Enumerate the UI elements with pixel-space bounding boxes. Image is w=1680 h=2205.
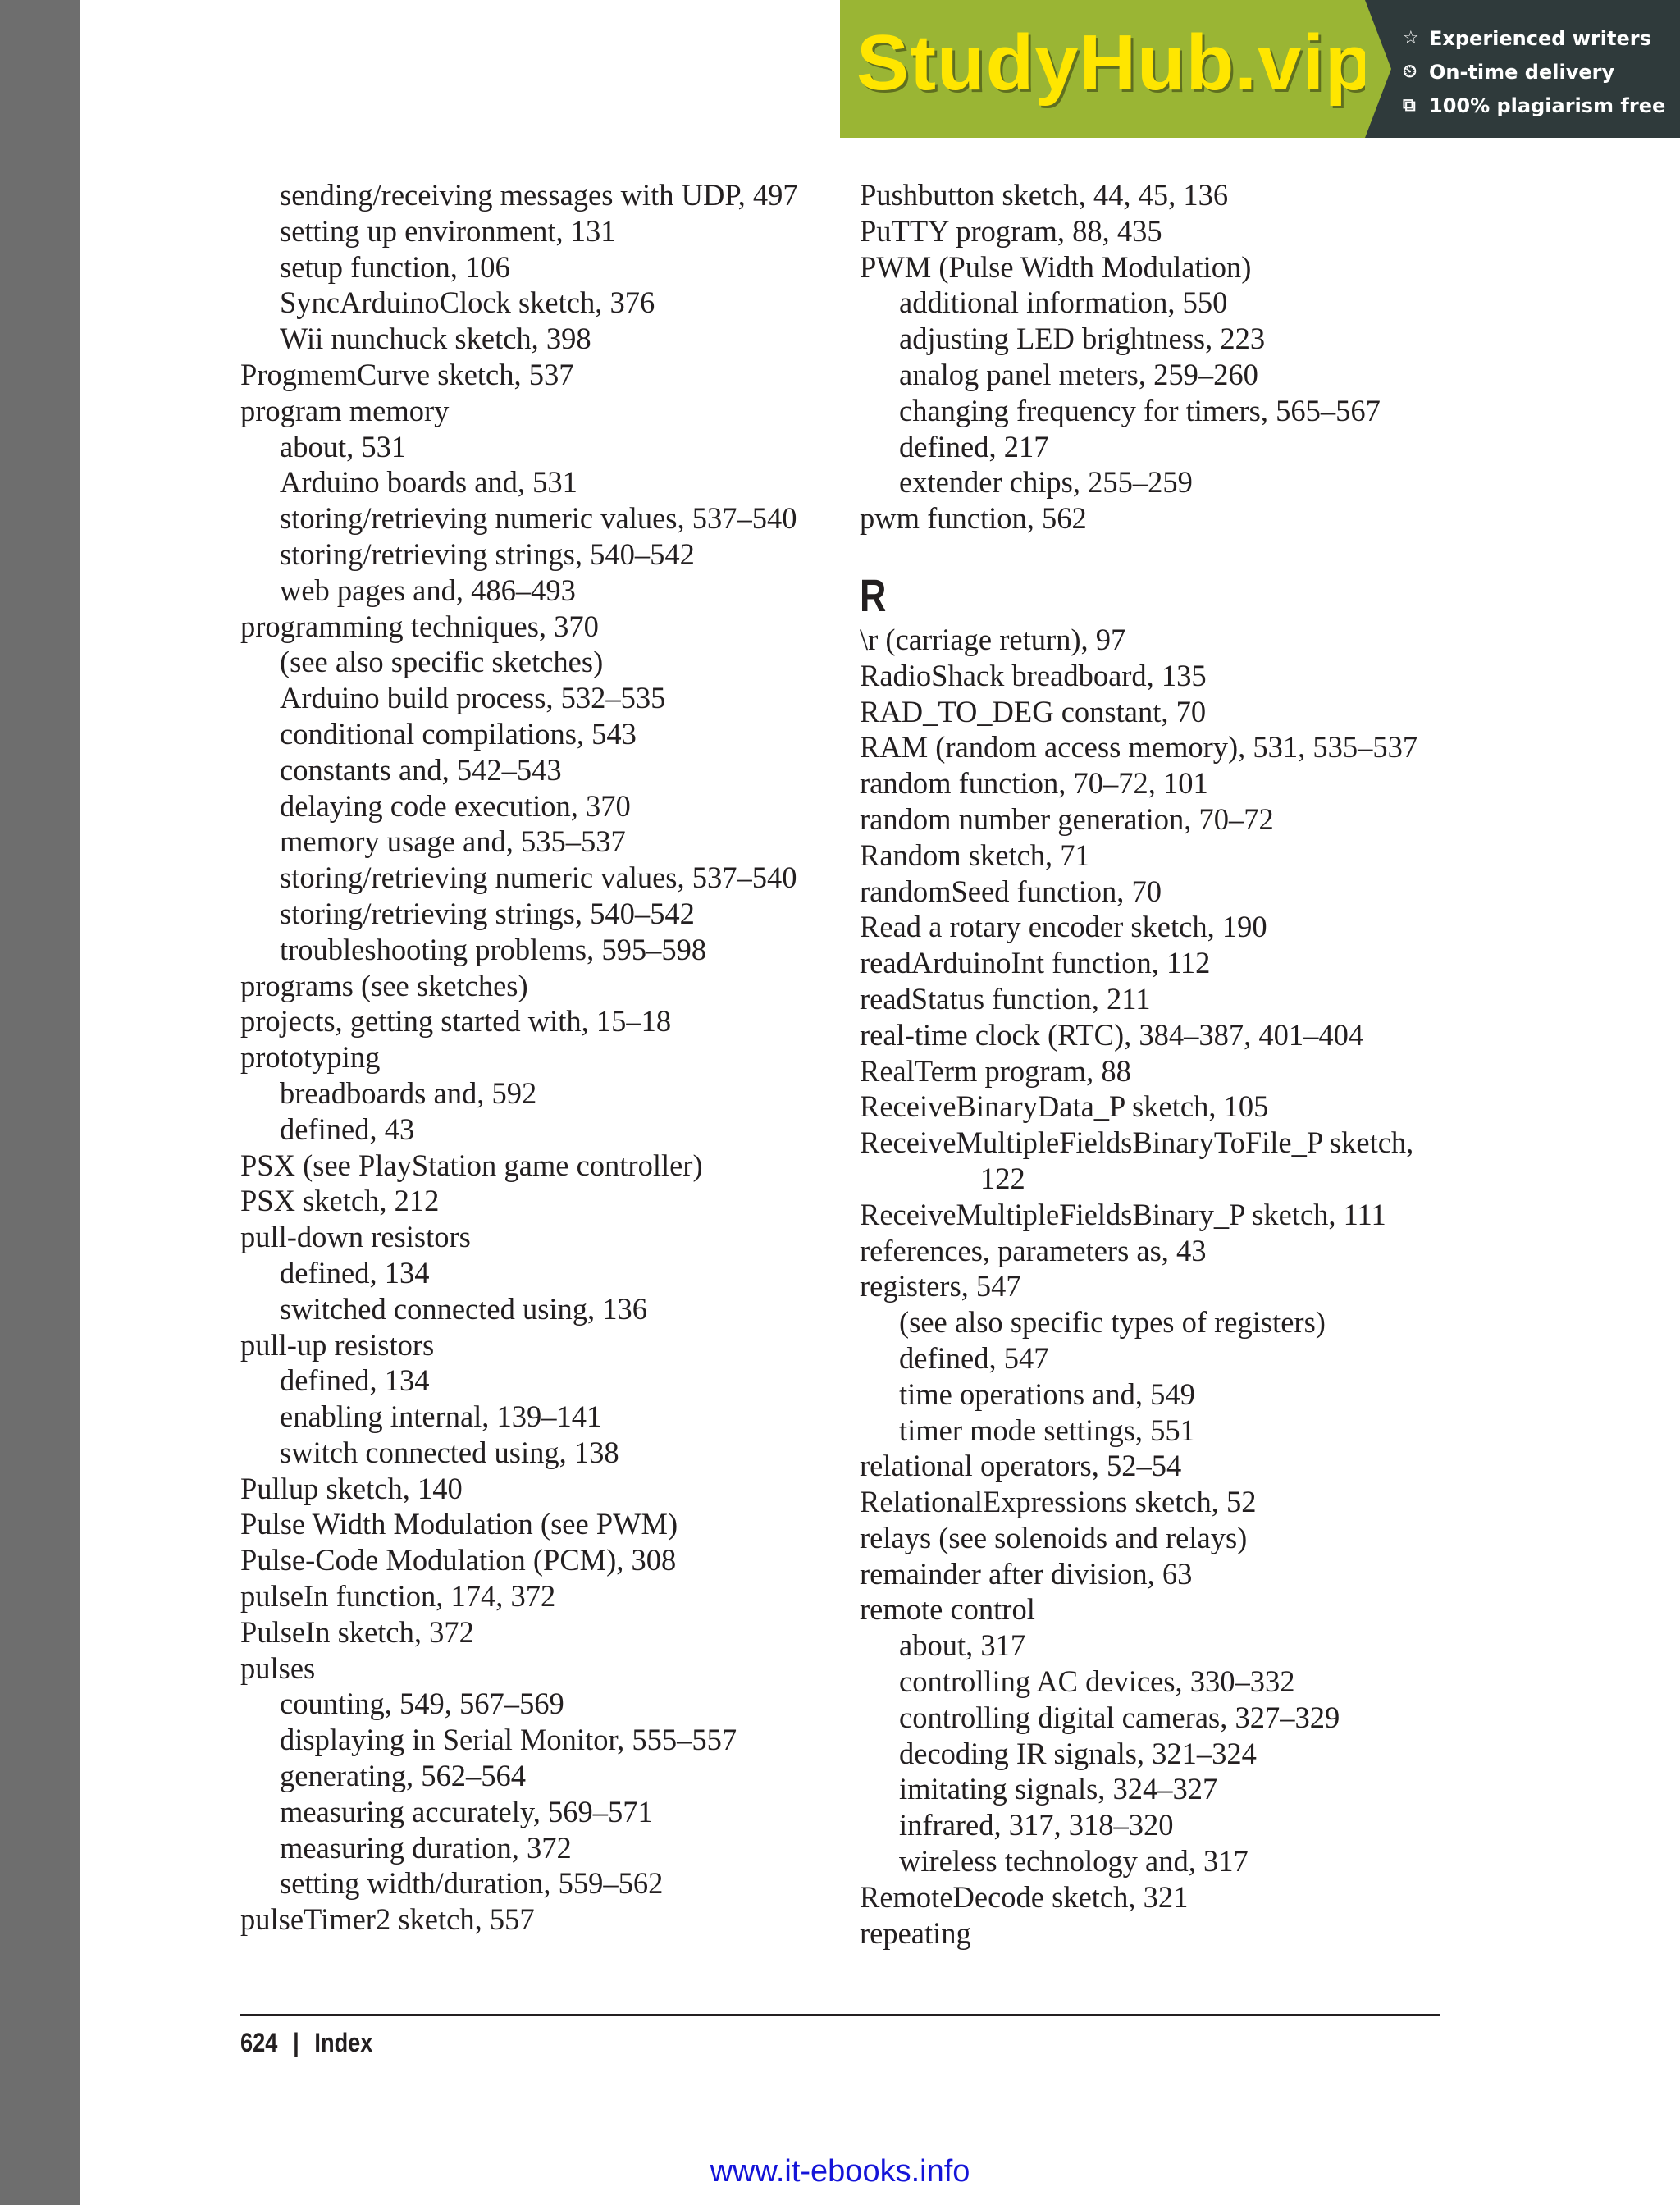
index-entry: RelationalExpressions sketch, 52 bbox=[860, 1485, 1257, 1519]
feature-label: Experienced writers bbox=[1429, 26, 1651, 50]
index-entry: PuTTY program, 88, 435 bbox=[860, 213, 1162, 248]
feature-label: On-time delivery bbox=[1429, 60, 1615, 84]
index-entry: Pullup sketch, 140 bbox=[240, 1471, 463, 1505]
index-entry: pwm function, 562 bbox=[860, 501, 1087, 536]
index-subentry: extender chips, 255–259 bbox=[899, 465, 1193, 500]
index-subentry: adjusting LED brightness, 223 bbox=[899, 322, 1266, 356]
feature-label: 100% plagiarism free bbox=[1429, 94, 1666, 117]
index-entry: RAM (random access memory), 531, 535–537 bbox=[860, 730, 1418, 765]
index-subentry: controlling digital cameras, 327–329 bbox=[899, 1700, 1340, 1734]
index-subentry: enabling internal, 139–141 bbox=[280, 1399, 602, 1434]
index-subentry: switch connected using, 138 bbox=[280, 1435, 619, 1469]
index-entry: pulses bbox=[240, 1650, 316, 1685]
index-entry: PSX (see PlayStation game controller) bbox=[240, 1148, 703, 1182]
index-subentry: storing/retrieving strings, 540–542 bbox=[280, 896, 695, 930]
index-subentry: measuring accurately, 569–571 bbox=[280, 1794, 653, 1828]
index-subentry: decoding IR signals, 321–324 bbox=[899, 1736, 1257, 1770]
studyhub-banner[interactable] bbox=[840, 0, 1680, 138]
index-subentry: storing/retrieving numeric values, 537–540 bbox=[280, 501, 797, 536]
index-entry: references, parameters as, 43 bbox=[860, 1233, 1207, 1267]
feature-item bbox=[1403, 55, 1665, 89]
index-subentry: breadboards and, 592 bbox=[280, 1075, 537, 1110]
index-subentry: delaying code execution, 370 bbox=[280, 788, 631, 823]
index-subentry: conditional compilations, 543 bbox=[280, 716, 637, 751]
index-entry: random number generation, 70–72 bbox=[860, 801, 1274, 836]
source-link[interactable]: www.it-ebooks.info bbox=[710, 2154, 970, 2189]
index-entry: relational operators, 52–54 bbox=[860, 1449, 1182, 1483]
index-entry: \r (carriage return), 97 bbox=[860, 622, 1126, 656]
index-subentry: switched connected using, 136 bbox=[280, 1291, 648, 1326]
index-subentry: memory usage and, 535–537 bbox=[280, 824, 626, 859]
index-subentry: setup function, 106 bbox=[280, 249, 510, 284]
index-subentry: analog panel meters, 259–260 bbox=[899, 357, 1258, 391]
index-subentry: setting width/duration, 559–562 bbox=[280, 1866, 664, 1901]
feature-list bbox=[1403, 21, 1665, 122]
left-margin-bar bbox=[0, 0, 80, 2205]
brand-arrow-shape bbox=[1365, 0, 1391, 138]
index-entry: PulseIn sketch, 372 bbox=[240, 1614, 474, 1649]
index-entry: randomSeed function, 70 bbox=[860, 874, 1162, 908]
index-subentry: (see also specific sketches) bbox=[280, 645, 604, 679]
index-subentry: setting up environment, 131 bbox=[280, 213, 616, 248]
copy-icon: ⧉ bbox=[1403, 95, 1416, 116]
index-subentry: defined, 43 bbox=[280, 1112, 415, 1146]
index-subentry: infrared, 317, 318–320 bbox=[899, 1808, 1174, 1842]
index-subentry: troubleshooting problems, 595–598 bbox=[280, 932, 707, 966]
index-subentry: defined, 547 bbox=[899, 1340, 1049, 1375]
feature-item bbox=[1403, 21, 1665, 55]
star-icon: ☆ bbox=[1403, 28, 1419, 48]
index-entry: RemoteDecode sketch, 321 bbox=[860, 1879, 1189, 1914]
index-entry: projects, getting started with, 15–18 bbox=[240, 1004, 672, 1039]
section-letter-heading: R bbox=[860, 568, 887, 621]
index-entry: ReceiveMultipleFieldsBinary_P sketch, 111 bbox=[860, 1197, 1386, 1231]
index-entry: ProgmemCurve sketch, 537 bbox=[240, 357, 574, 391]
index-column-right bbox=[860, 177, 1467, 1951]
index-subentry: counting, 549, 567–569 bbox=[280, 1687, 564, 1721]
index-entry: readArduinoInt function, 112 bbox=[860, 946, 1211, 980]
index-subentry: defined, 217 bbox=[899, 429, 1049, 463]
index-subentry: changing frequency for timers, 565–567 bbox=[899, 393, 1381, 427]
index-subentry: web pages and, 486–493 bbox=[280, 573, 576, 607]
index-entry: pulseTimer2 sketch, 557 bbox=[240, 1902, 535, 1937]
index-entry: registers, 547 bbox=[860, 1269, 1021, 1303]
index-entry: Pulse-Code Modulation (PCM), 308 bbox=[240, 1543, 677, 1577]
index-entry: random function, 70–72, 101 bbox=[860, 766, 1208, 801]
index-entry: remote control bbox=[860, 1592, 1035, 1627]
index-subentry: about, 317 bbox=[899, 1628, 1026, 1663]
index-subentry: Arduino boards and, 531 bbox=[280, 465, 578, 500]
index-entry: RAD_TO_DEG constant, 70 bbox=[860, 694, 1207, 728]
index-subentry: measuring duration, 372 bbox=[280, 1830, 572, 1865]
index-subentry: 122 bbox=[980, 1161, 1025, 1195]
index-column-left bbox=[240, 177, 839, 1938]
index-subentry: timer mode settings, 551 bbox=[899, 1413, 1195, 1447]
index-subentry: storing/retrieving numeric values, 537–540 bbox=[280, 861, 797, 895]
index-subentry: SyncArduinoClock sketch, 376 bbox=[280, 285, 655, 320]
feature-item bbox=[1403, 89, 1665, 122]
clock-icon: ⏲ bbox=[1403, 62, 1418, 82]
index-entry: programs (see sketches) bbox=[240, 968, 528, 1002]
index-subentry: sending/receiving messages with UDP, 497 bbox=[280, 178, 798, 212]
index-subentry: constants and, 542–543 bbox=[280, 752, 562, 787]
footer-rule bbox=[240, 2014, 1440, 2016]
index-subentry: Wii nunchuck sketch, 398 bbox=[280, 322, 591, 356]
index-entry: real-time clock (RTC), 384–387, 401–404 bbox=[860, 1017, 1364, 1052]
index-entry: Read a rotary encoder sketch, 190 bbox=[860, 910, 1267, 944]
index-subentry: controlling AC devices, 330–332 bbox=[899, 1664, 1295, 1699]
index-entry: relays (see solenoids and relays) bbox=[860, 1520, 1248, 1554]
index-entry: PSX sketch, 212 bbox=[240, 1184, 440, 1218]
index-subentry: about, 531 bbox=[280, 429, 407, 463]
index-subentry: defined, 134 bbox=[280, 1363, 430, 1398]
index-group-r bbox=[860, 622, 1467, 1951]
index-entry: program memory bbox=[240, 393, 450, 427]
brand-logo: StudyHub.vip bbox=[856, 19, 1374, 107]
index-entry: pulseIn function, 174, 372 bbox=[240, 1579, 556, 1614]
footer-separator: | bbox=[293, 2028, 299, 2057]
index-subentry: defined, 134 bbox=[280, 1255, 430, 1290]
index-subentry: storing/retrieving strings, 540–542 bbox=[280, 536, 695, 571]
index-subentry: wireless technology and, 317 bbox=[899, 1844, 1249, 1879]
index-entry: remainder after division, 63 bbox=[860, 1556, 1193, 1591]
index-entry: Pushbutton sketch, 44, 45, 136 bbox=[860, 178, 1229, 212]
index-subentry: time operations and, 549 bbox=[899, 1376, 1195, 1411]
index-subentry: (see also specific types of registers) bbox=[899, 1305, 1326, 1340]
page-number: 624 bbox=[240, 2028, 278, 2057]
index-entry: pull-down resistors bbox=[240, 1220, 471, 1254]
index-subentry: displaying in Serial Monitor, 555–557 bbox=[280, 1723, 737, 1757]
index-entry: Random sketch, 71 bbox=[860, 838, 1090, 872]
index-entry: RealTerm program, 88 bbox=[860, 1053, 1131, 1088]
index-subentry: additional information, 550 bbox=[899, 285, 1228, 320]
page-footer bbox=[240, 2026, 372, 2059]
index-entry: prototyping bbox=[240, 1040, 381, 1075]
index-entry: repeating bbox=[860, 1915, 971, 1950]
index-entry: PWM (Pulse Width Modulation) bbox=[860, 249, 1252, 284]
index-entry: programming techniques, 370 bbox=[240, 609, 599, 643]
brand-block bbox=[840, 0, 1374, 138]
index-subentry: generating, 562–564 bbox=[280, 1759, 527, 1793]
index-entry: Pulse Width Modulation (see PWM) bbox=[240, 1507, 678, 1541]
index-subentry: Arduino build process, 532–535 bbox=[280, 681, 666, 715]
index-subentry: imitating signals, 324–327 bbox=[899, 1772, 1218, 1806]
index-entry: ReceiveBinaryData_P sketch, 105 bbox=[860, 1089, 1269, 1124]
index-entry: RadioShack breadboard, 135 bbox=[860, 658, 1207, 692]
footer-section-title: Index bbox=[314, 2028, 373, 2057]
index-entry: pull-up resistors bbox=[240, 1327, 435, 1362]
index-entry: ReceiveMultipleFieldsBinaryToFile_P sketch, bbox=[860, 1125, 1414, 1160]
index-entry: readStatus function, 211 bbox=[860, 981, 1151, 1016]
index-group-p bbox=[860, 177, 1467, 536]
